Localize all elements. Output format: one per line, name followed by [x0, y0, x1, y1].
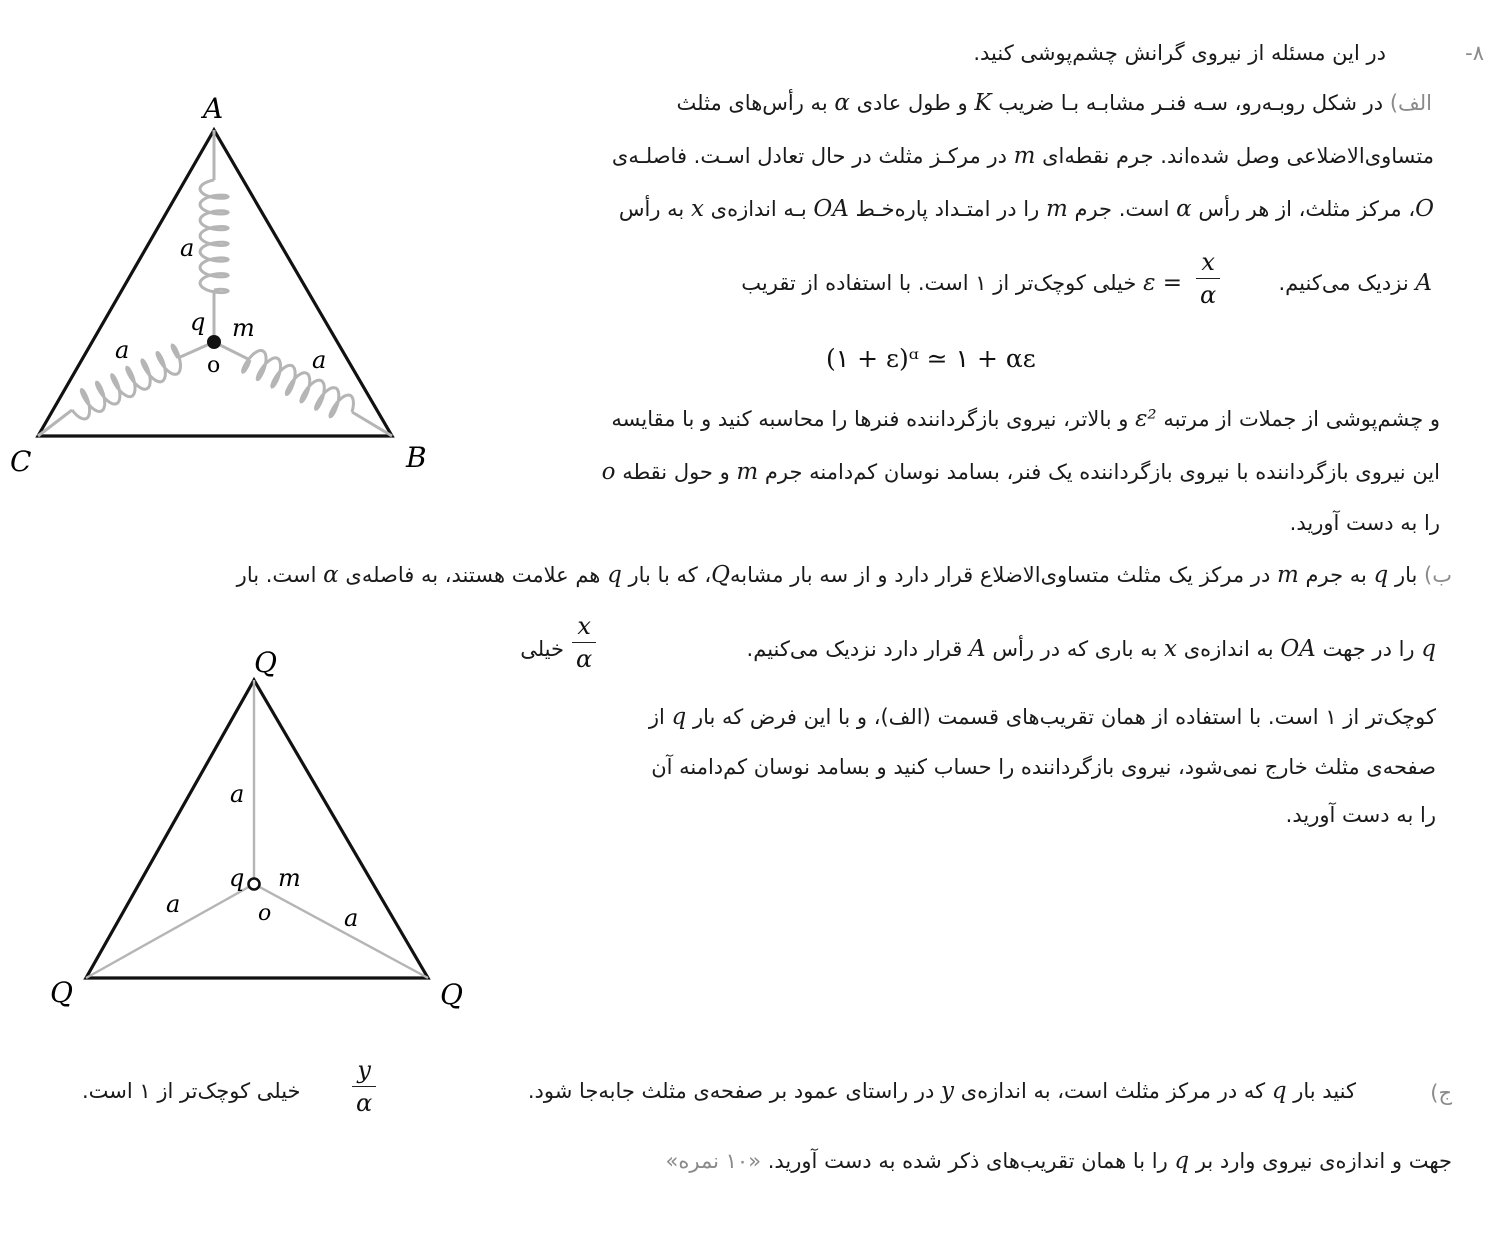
math-m: m — [736, 459, 759, 485]
vertex-a-label: A — [203, 92, 224, 125]
text: و بالاتر، نیروی بازگرداننده فنرها را محاسبه کنید و با مقایسه — [611, 407, 1129, 431]
text: این نیروی بازگرداننده با نیروی بازگرداننده یک فنر، بسامد نوسان کم‌دامنه جرم — [764, 460, 1440, 484]
spring-label-a-right: a — [312, 346, 327, 374]
denominator: α — [1200, 281, 1217, 309]
text: جهت و اندازه‌ی نیروی وارد بر — [1195, 1149, 1452, 1173]
fraction-x-over-alpha — [572, 612, 596, 673]
text: و چشم‌پوشی از جملات از مرتبه — [1163, 407, 1440, 431]
text: نزدیک می‌کنیم. — [1278, 271, 1409, 295]
text: قرار دارد نزدیک می‌کنیم. — [746, 637, 963, 661]
math-alpha: α — [834, 90, 850, 116]
math-q: q — [1421, 636, 1436, 662]
side-label-a-right: a — [344, 904, 359, 932]
vertex-left-label: Q — [50, 976, 73, 1009]
math-a: A — [1415, 270, 1432, 296]
math-a: A — [969, 636, 986, 662]
text: را در جهت — [1322, 637, 1415, 661]
text: را در امتـداد پاره‌خـط — [855, 197, 1040, 221]
text: در راستای عمود بر صفحه‌ی مثلث جابه‌جا شود. — [527, 1079, 935, 1103]
part-c-label: ج) — [1430, 1081, 1452, 1105]
part-c-line-1-right — [528, 1078, 1356, 1104]
text: در مرکز یک مثلث متساوی‌الاضلاع قرار دارد و از سه بار مشابه — [730, 563, 1271, 587]
part-c-line-2 — [666, 1148, 1452, 1174]
vertex-top-label: Q — [254, 646, 277, 679]
math-epsilon-squared: ε² — [1135, 406, 1157, 432]
part-a-line-4-left — [741, 270, 1182, 296]
text: و حول نقطه — [622, 460, 730, 484]
charge-label: q — [229, 864, 245, 892]
charge-q — [249, 879, 260, 890]
fraction-y-over-alpha — [352, 1056, 376, 1117]
figure-charges-triangle — [0, 640, 480, 1020]
text: است. جرم — [1074, 197, 1170, 221]
math-q: q — [1373, 562, 1389, 588]
math-y: y — [941, 1078, 954, 1104]
fraction-bar — [1196, 278, 1220, 279]
math-m: m — [1276, 562, 1299, 588]
approximation-formula: (۱ + ε)ᵅ ≃ ۱ + αε — [826, 344, 1036, 373]
part-a-label: الف) — [1389, 91, 1432, 115]
part-b-line-1 — [237, 562, 1452, 588]
spring-label-a-left: a — [115, 336, 130, 364]
math-o: O — [1415, 196, 1434, 222]
mass-label: m — [278, 864, 301, 892]
part-b-line-2-left: خیلی — [520, 637, 564, 661]
text: به باری که در رأس — [992, 637, 1158, 661]
part-a-line-2 — [612, 143, 1434, 169]
part-a-line-6 — [602, 459, 1440, 485]
math-q: q — [1271, 1078, 1287, 1104]
text: به اندازه‌ی — [1183, 637, 1274, 661]
center-to-vertex-lines — [86, 680, 428, 978]
part-a-line-4-right — [1279, 270, 1433, 296]
text: به رأس — [618, 197, 685, 221]
text: متساوی‌الاضلاعی وصل شده‌اند. جرم نقطه‌ای — [1042, 144, 1434, 168]
part-b-line-5: را به دست آورید. — [1285, 803, 1436, 827]
math-q: q — [671, 704, 687, 730]
math-q: q — [607, 562, 622, 588]
score-note: «۱۰ نمره» — [665, 1149, 762, 1173]
text: ، مرکز مثلث، از هر رأس — [1198, 197, 1416, 221]
text: از — [648, 705, 665, 729]
math-oa: OA — [1280, 636, 1316, 662]
side-label-a-left: a — [166, 890, 181, 918]
part-a-line-5 — [611, 406, 1440, 432]
math-alpha: α — [1176, 196, 1192, 222]
text: است. بار — [236, 563, 317, 587]
text: کنید بار — [1293, 1079, 1356, 1103]
part-c-line-1-left: خیلی کوچک‌تر از ۱ است. — [82, 1079, 301, 1103]
text: و طول عادی — [856, 91, 968, 115]
part-b-line-2-right — [747, 636, 1436, 662]
mass-label: m — [232, 314, 255, 342]
math-x: x — [690, 196, 704, 222]
vertex-right-label: Q — [440, 978, 463, 1011]
math-x: x — [1164, 636, 1178, 662]
part-b-line-3 — [649, 704, 1436, 730]
math-capital-q: Q — [711, 562, 731, 588]
vertex-c-label: C — [10, 445, 32, 478]
figure-springs-triangle — [0, 80, 460, 490]
text: هم علامت هستند، به فاصله‌ی — [345, 563, 601, 587]
text: در مرکـز مثلث در حال تعادل اسـت. فاصلـه‌ی — [611, 144, 1007, 168]
center-label: o — [258, 901, 272, 926]
spring-label-a-top: a — [180, 234, 195, 262]
text: به جرم — [1305, 563, 1367, 587]
numerator: x — [577, 612, 591, 640]
math-epsilon-eq: ε = — [1143, 270, 1182, 296]
math-o: o — [601, 459, 616, 485]
numerator: y — [357, 1056, 371, 1084]
text: ، که با بار — [628, 563, 712, 587]
math-q: q — [1174, 1148, 1190, 1174]
text: در شکل روبـه‌رو، سـه فنـر مشابـه بـا ضریب — [998, 91, 1384, 115]
part-b-label: ب) — [1424, 563, 1452, 587]
fraction-bar — [572, 642, 596, 643]
center-label: o — [207, 353, 221, 378]
text: بـه اندازه‌ی — [710, 197, 807, 221]
charge-label: q — [190, 308, 206, 336]
text: که در مرکز مثلث است، به اندازه‌ی — [960, 1079, 1266, 1103]
vertex-b-label: B — [406, 441, 427, 474]
numerator: x — [1201, 248, 1215, 276]
part-a-line-7: را به دست آورید. — [1289, 511, 1440, 535]
math-m: m — [1045, 196, 1068, 222]
part-a-line-1 — [677, 90, 1432, 116]
text: را با همان تقریب‌های ذکر شده به دست آورید. — [767, 1149, 1168, 1173]
math-k: K — [974, 90, 992, 116]
text: به رأس‌های مثلث — [676, 91, 828, 115]
triangle-outline — [86, 680, 428, 978]
part-a-line-3 — [619, 196, 1434, 222]
side-label-a-top: a — [230, 780, 245, 808]
math-oa: OA — [813, 196, 849, 222]
text: کوچک‌تر از ۱ است. با استفاده از همان تقریب‌های قسمت (الف)، و با این فرض که بار — [692, 705, 1436, 729]
part-b-line-4: صفحه‌ی مثلث خارج نمی‌شود، نیروی بازگرداننده را حساب کنید و بسامد نوسان کم‌دامنه آن — [651, 755, 1436, 779]
denominator: α — [356, 1089, 373, 1117]
text: بار — [1394, 563, 1418, 587]
fraction-x-over-alpha — [1196, 248, 1220, 309]
fraction-bar — [352, 1086, 376, 1087]
problem-intro: در این مسئله از نیروی گرانش چشم‌پوشی کنید. — [973, 41, 1386, 65]
math-m: m — [1013, 143, 1036, 169]
text: خیلی کوچک‌تر از ۱ است. با استفاده از تقریب — [741, 271, 1137, 295]
problem-number: ۸- — [1465, 41, 1484, 65]
math-alpha: α — [323, 562, 339, 588]
denominator: α — [576, 645, 593, 673]
point-mass — [207, 335, 221, 349]
